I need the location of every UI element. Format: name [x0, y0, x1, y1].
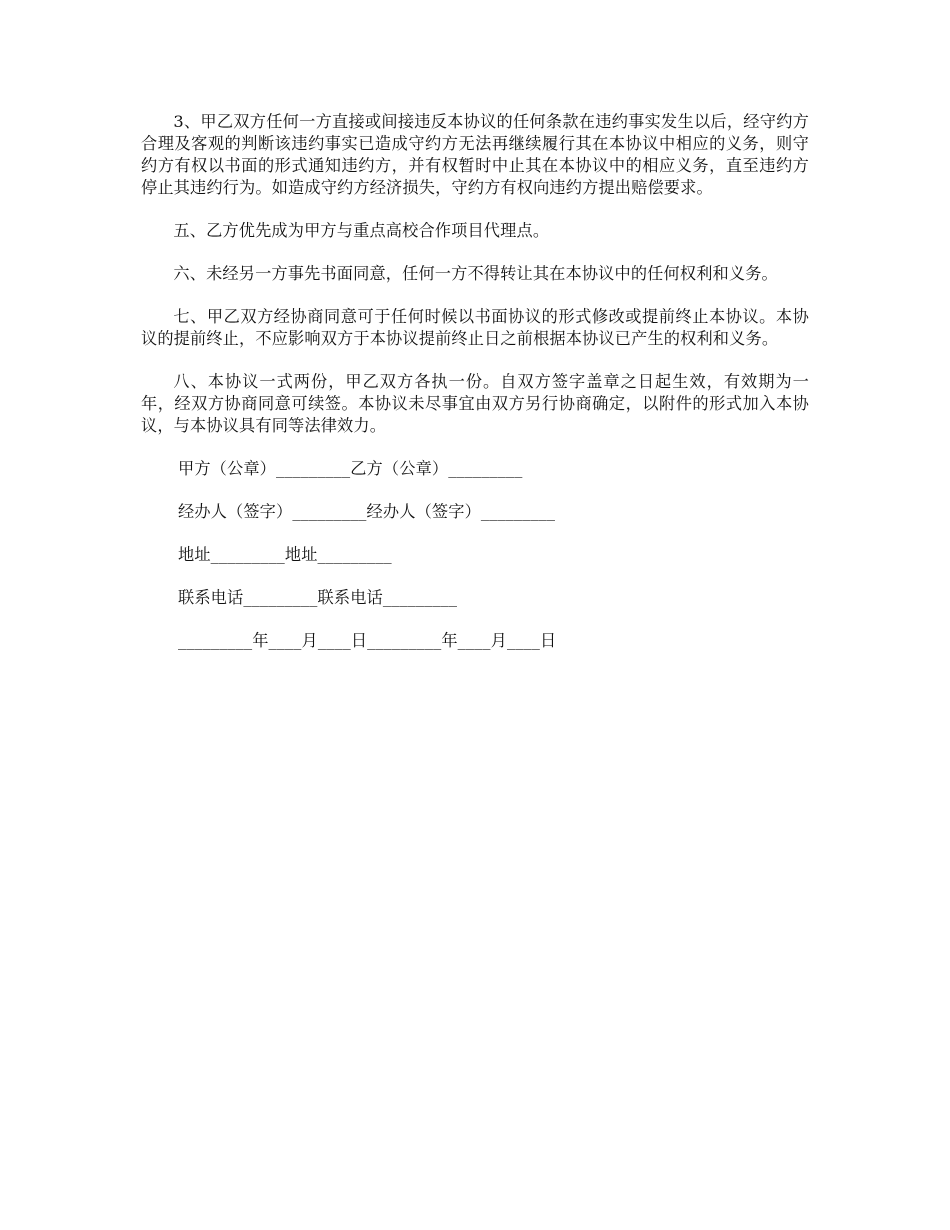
date-line: _________年____月____日_________年____月____日 — [178, 631, 557, 650]
document-body — [141, 111, 809, 673]
phone-line: 联系电话_________联系电话_________ — [178, 588, 458, 607]
clause-paragraph-five: 五、乙方优先成为甲方与重点高校合作项目代理点。 — [173, 221, 550, 240]
clause-paragraph-six: 六、未经另一方事先书面同意，任何一方不得转让其在本协议中的任何权利和义务。 — [173, 264, 778, 283]
clause-paragraph-breach: 3、甲乙双方任何一方直接或间接违反本协议的任何条款在违约事实发生以后，经守约方合理及客观的判断该违约事实已造成守约方无法再继续履行其在本协议中相应的义务，则守约方有权以书面的形式通知违约方，并有权暂时中止其在本协议中的相应义务，直至违约方停止其违约行为。如造成守约方经济损失，守约方有权向违约方提出赔偿要求。 — [141, 112, 809, 197]
seal-line: 甲方（公章）_________乙方（公章）_________ — [178, 459, 523, 478]
signature-block — [141, 458, 809, 652]
address-line: 地址_________地址_________ — [178, 545, 392, 564]
clause-paragraph-eight: 八、本协议一式两份，甲乙双方各执一份。自双方签字盖章之日起生效，有效期为一年，经双方协商同意可续签。本协议未尽事宜由双方另行协商确定，以附件的形式加入本协议，与本协议具有同等法律效力。 — [141, 372, 809, 435]
agent-signature-line: 经办人（签字）_________经办人（签字）_________ — [178, 502, 556, 521]
clause-paragraph-seven: 七、甲乙双方经协商同意可于任何时候以书面协议的形式修改或提前终止本协议。本协议的提前终止，不应影响双方于本协议提前终止日之前根据本协议已产生的权利和义务。 — [141, 307, 809, 348]
